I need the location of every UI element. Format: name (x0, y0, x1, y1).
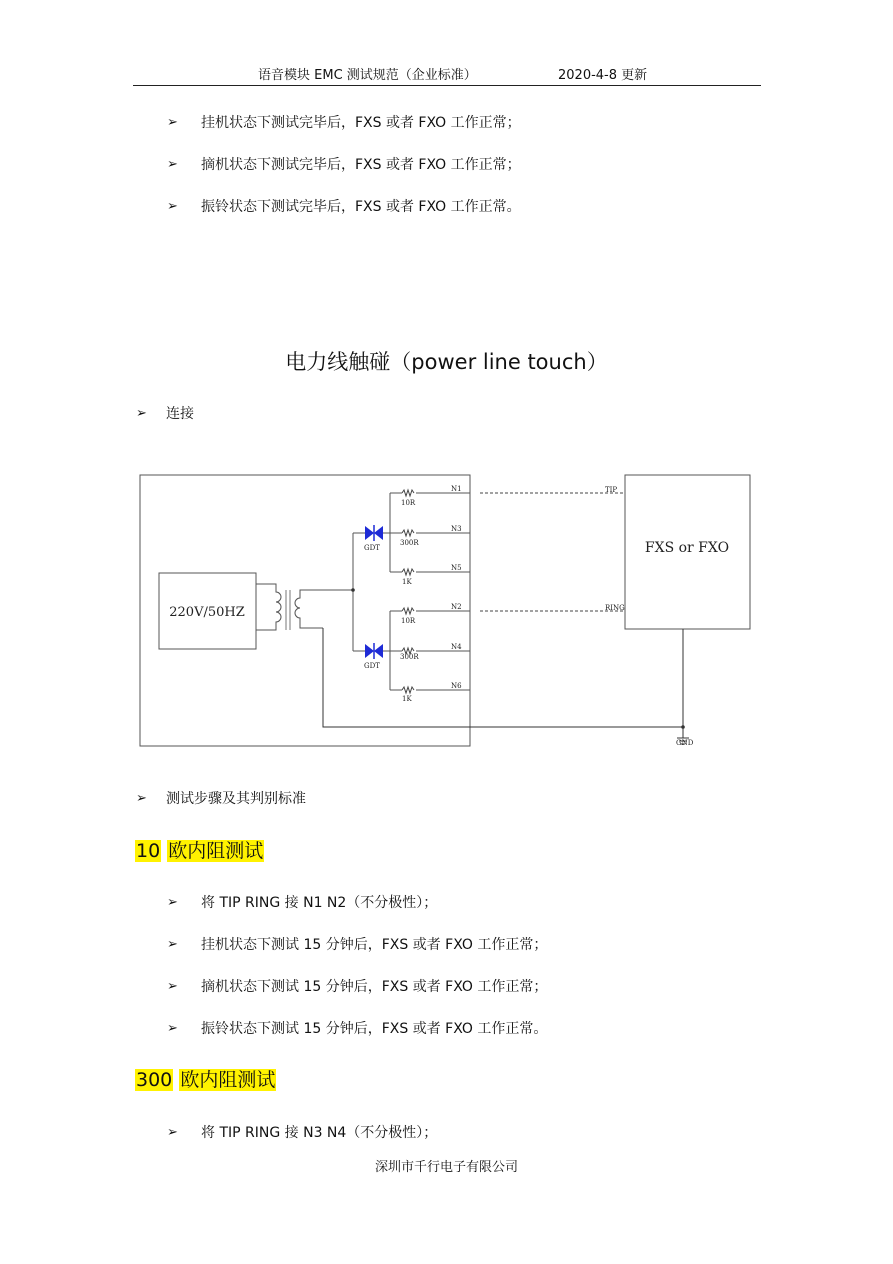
tip-label: TIP (605, 486, 618, 494)
node-label: N6 (451, 682, 462, 690)
bullet-arrow-icon: ➢ (167, 115, 178, 130)
list-item-text: 将 TIP RING 接 N1 N2（不分极性）； (201, 895, 438, 911)
device-label: FXS or FXO (644, 540, 730, 556)
resistor-label: 1K (402, 695, 412, 703)
heading-text: 欧内阻测试 (180, 1069, 276, 1091)
heading-number: 300 (136, 1069, 173, 1091)
section-title: 电力线触碰（power line touch） (285, 350, 608, 374)
bullet-arrow-icon: ➢ (167, 199, 178, 214)
circuit-diagram (0, 440, 893, 760)
test-300-heading (135, 1067, 276, 1093)
bullet-arrow-icon: ➢ (167, 979, 178, 994)
gdt-label-upper: GDT (364, 544, 380, 552)
resistor-label: 10R (401, 499, 416, 507)
list-item-text: 摘机状态下测试 15 分钟后，FXS 或者 FXO 工作正常； (201, 979, 548, 995)
bullet-arrow-icon: ➢ (167, 895, 178, 910)
bullet-arrow-icon: ➢ (167, 1021, 178, 1036)
list-item-text: 摘机状态下测试完毕后，FXS 或者 FXO 工作正常； (201, 157, 521, 173)
heading-text: 欧内阻测试 (168, 840, 264, 862)
node-label: N2 (451, 603, 462, 611)
gdt-symbol-lower (365, 643, 383, 659)
bullet-arrow-icon: ➢ (167, 157, 178, 172)
source-label: 220V/50HZ (169, 605, 245, 620)
node-label: N5 (451, 564, 462, 572)
resistor-label: 300R (400, 653, 419, 661)
steps-label: 测试步骤及其判别标准 (166, 791, 306, 807)
header-date: 2020-4-8 更新 (558, 68, 648, 83)
page-footer: 深圳市千行电子有限公司 (374, 1160, 518, 1175)
bullet-arrow-icon: ➢ (167, 1125, 178, 1140)
header-divider (133, 85, 761, 86)
list-item-text: 振铃状态下测试 15 分钟后，FXS 或者 FXO 工作正常。 (201, 1021, 548, 1037)
gnd-label: GND (676, 739, 694, 747)
heading-number: 10 (136, 840, 161, 862)
bullet-arrow-icon: ➢ (136, 406, 147, 421)
node-label: N1 (451, 485, 462, 493)
resistor-label: 1K (402, 578, 412, 586)
list-item-text: 挂机状态下测试 15 分钟后，FXS 或者 FXO 工作正常； (201, 937, 548, 953)
resistor-label: 300R (400, 539, 419, 547)
gdt-symbol-upper (365, 525, 383, 541)
page-header (0, 64, 893, 84)
ring-label: RING (605, 604, 625, 612)
resistor-label: 10R (401, 617, 416, 625)
list-item-text: 振铃状态下测试完毕后，FXS 或者 FXO 工作正常。 (201, 199, 521, 215)
connect-label: 连接 (166, 406, 194, 422)
test-10-heading (135, 838, 264, 864)
node-label: N3 (451, 525, 462, 533)
bullet-arrow-icon: ➢ (167, 937, 178, 952)
node-label: N4 (451, 643, 462, 651)
gdt-label-lower: GDT (364, 662, 380, 670)
header-title: 语音模块 EMC 测试规范（企业标准） (258, 68, 477, 83)
list-item-text: 挂机状态下测试完毕后，FXS 或者 FXO 工作正常； (201, 115, 521, 131)
bullet-arrow-icon: ➢ (136, 791, 147, 806)
list-item-text: 将 TIP RING 接 N3 N4（不分极性）； (201, 1125, 438, 1141)
